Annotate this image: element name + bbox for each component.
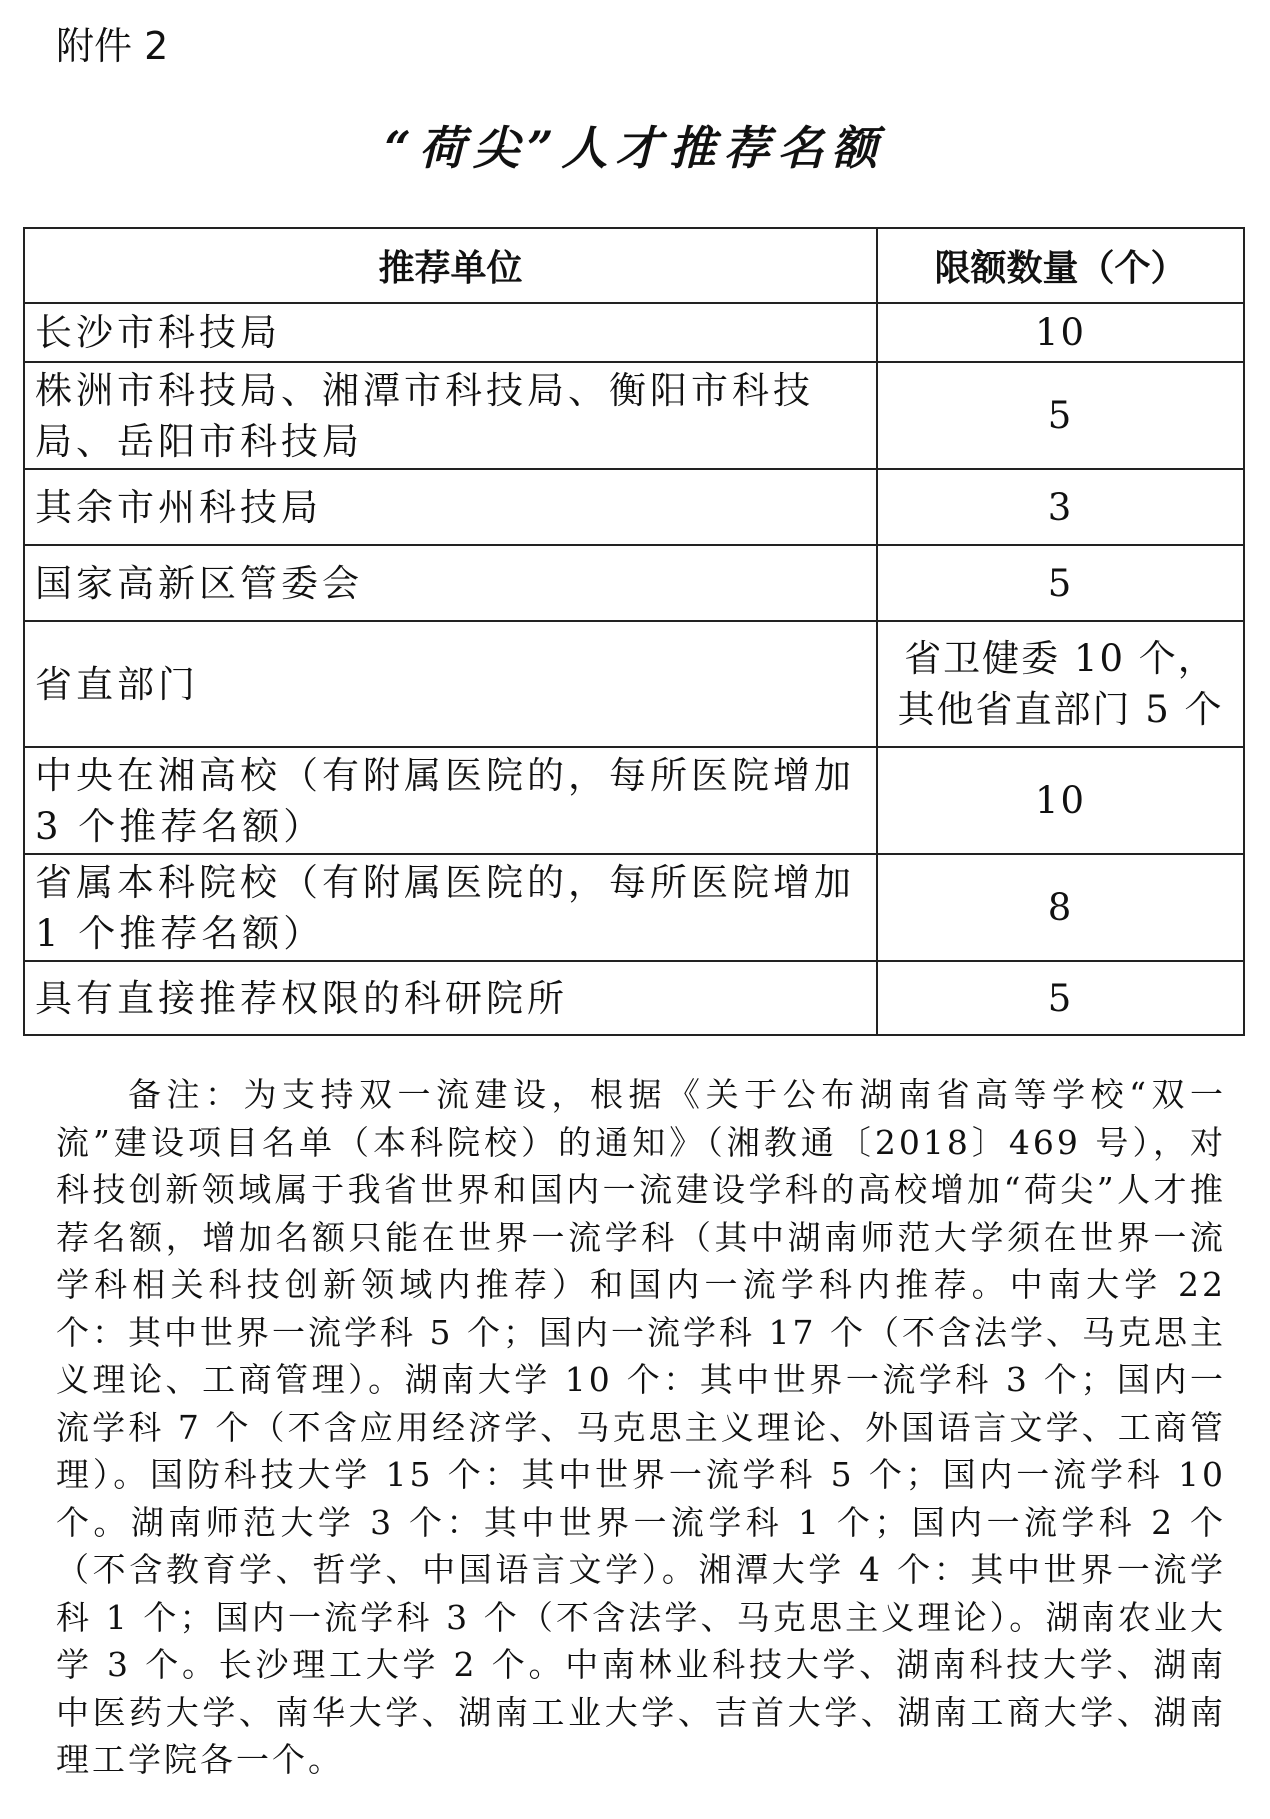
table-row	[24, 362, 1244, 469]
count-cell: 省卫健委 10 个，其他省直部门 5 个	[877, 621, 1244, 747]
unit-cell: 省属本科院校（有附属医院的，每所医院增加 1 个推荐名额）	[24, 854, 877, 961]
count-cell: 3	[877, 469, 1244, 545]
count-cell: 10	[877, 747, 1244, 854]
count-cell: 5	[877, 362, 1244, 469]
unit-cell: 省直部门	[24, 621, 877, 747]
count-cell: 10	[877, 303, 1244, 362]
page-title: “荷尖”人才推荐名额	[384, 121, 886, 175]
remarks-paragraph: 备注：为支持双一流建设，根据《关于公布湖南省高等学校“双一流”建设项目名单（本科院校）的通知》（湘教通〔2018〕469 号），对科技创新领域属于我省世界和国内一流建设学科的高校增加“荷尖”人才推荐名额，增加名额只能在世界一流学科（其中湖南师范大学须在世界一流学科相关科技创新领域内推荐）和国内一流学科内推荐。中南大学 22 个：其中世界一流学科 5 个；国内一流学科 17 个（不含法学、马克思主义理论、工商管理）。湖南大学 10 个：其中世界一流学科 3 个；国内一流学科 7 个（不含应用经济学、马克思主义理论、外国语言文学、工商管理）。国防科技大学 15 个：其中世界一流学科 5 个；国内一流学科 10 个。湖南师范大学 3 个：其中世界一流学科 1 个；国内一流学科 2 个（不含教育学、哲学、中国语言文学）。湘潭大学 4 个：其中世界一流学科 1 个；国内一流学科 3 个（不含法学、马克思主义理论）。湖南农业大学 3 个。长沙理工大学 2 个。中南林业科技大学、湖南科技大学、湖南中医药大学、南华大学、湖南工业大学、吉首大学、湖南工商大学、湖南理工学院各一个。	[56, 1075, 1226, 1779]
table-row	[24, 621, 1244, 747]
table-row	[24, 545, 1244, 621]
table-row	[24, 469, 1244, 545]
attachment-label: 附件 2	[56, 24, 169, 68]
table-row	[24, 303, 1244, 362]
unit-cell: 其余市州科技局	[24, 469, 877, 545]
quota-table	[23, 227, 1245, 1036]
unit-cell: 株洲市科技局、湘潭市科技局、衡阳市科技局、岳阳市科技局	[24, 362, 877, 469]
count-cell: 5	[877, 545, 1244, 621]
column-header-unit: 推荐单位	[24, 228, 877, 303]
table-row	[24, 854, 1244, 961]
unit-cell: 具有直接推荐权限的科研院所	[24, 961, 877, 1035]
unit-cell: 长沙市科技局	[24, 303, 877, 362]
table-row	[24, 747, 1244, 854]
unit-cell: 中央在湘高校（有附属医院的，每所医院增加 3 个推荐名额）	[24, 747, 877, 854]
unit-cell: 国家高新区管委会	[24, 545, 877, 621]
count-cell: 8	[877, 854, 1244, 961]
count-cell: 5	[877, 961, 1244, 1035]
table-header-row	[24, 228, 1244, 303]
table-row	[24, 961, 1244, 1035]
column-header-count: 限额数量（个）	[877, 228, 1244, 303]
